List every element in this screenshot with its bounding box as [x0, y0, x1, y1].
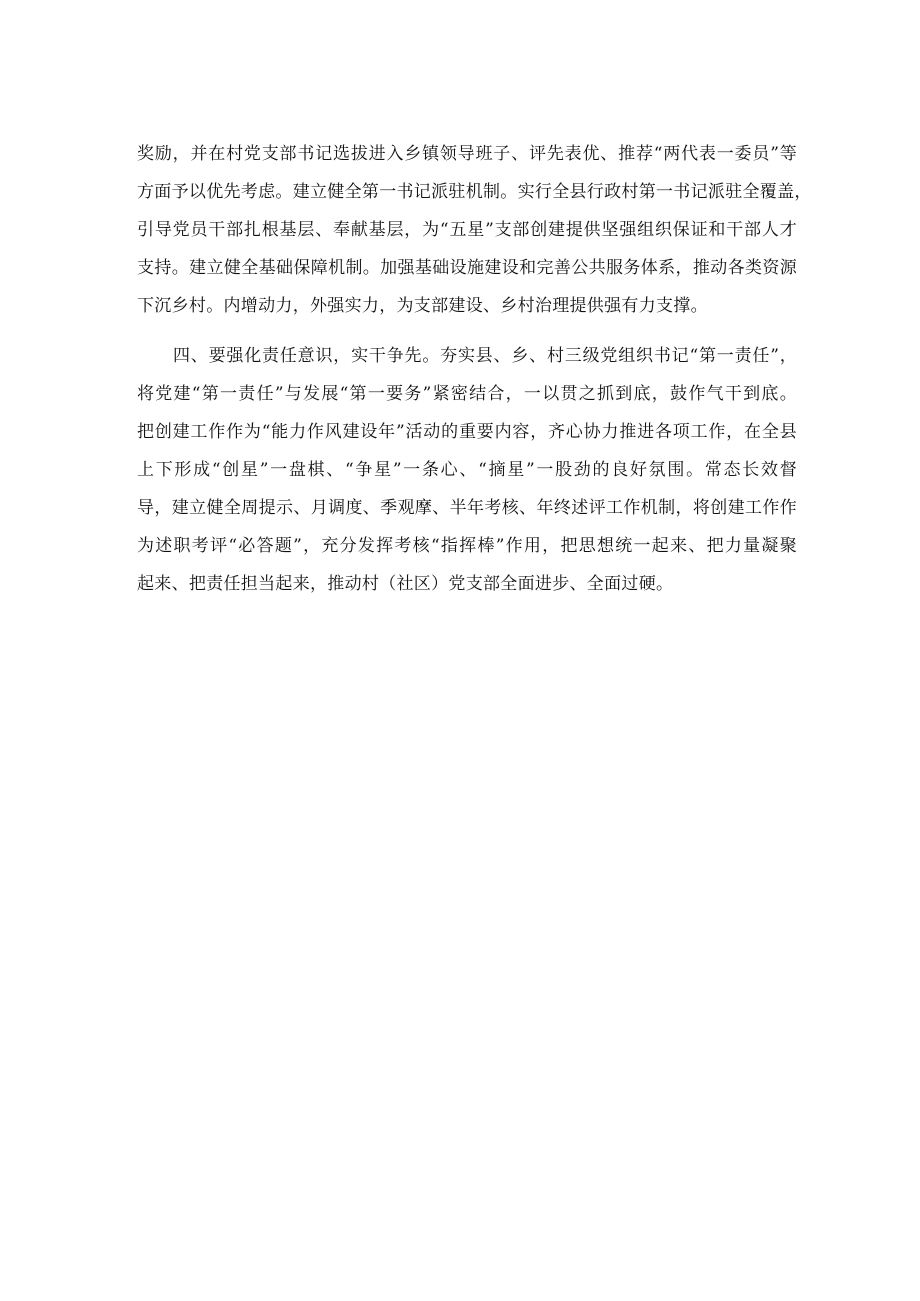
document-body	[137, 135, 812, 603]
paragraph-line: 引导党员干部扎根基层、奉献基层，为“五星”支部创建提供坚强组织保证和干部人才	[137, 220, 797, 240]
paragraph-line: 下沉乡村。内增动力，外强实力，为支部建设、乡村治理提供强有力支撑。	[137, 296, 708, 316]
paragraph-line: 支持。建立健全基础保障机制。加强基础设施建设和完善公共服务体系，推动各类资源	[137, 258, 797, 278]
paragraph-line: 奖励，并在村党支部书记选拔进入乡镇领导班子、评先表优、推荐“两代表一委员”等	[137, 144, 797, 164]
paragraph-1	[137, 135, 812, 325]
paragraph-line: 为述职考评“必答题”，充分发挥考核“指挥棒”作用，把思想统一起来、把力量凝聚	[137, 536, 797, 556]
paragraph-line: 把创建工作作为“能力作风建设年”活动的重要内容，齐心协力推进各项工作，在全县	[137, 422, 797, 442]
paragraph-line: 起来、把责任担当起来，推动村（社区）党支部全面进步、全面过硬。	[137, 574, 674, 594]
paragraph-line: 方面予以优先考虑。建立健全第一书记派驻机制。实行全县行政村第一书记派驻全覆盖，	[137, 182, 812, 202]
paragraph-spacer	[137, 325, 797, 337]
paragraph-2	[137, 337, 797, 603]
paragraph-line: 上下形成“创星”一盘棋、“争星”一条心、“摘星”一股劲的良好氛围。常态长效督	[137, 460, 797, 480]
paragraph-line: 四、要强化责任意识，实干争先。夯实县、乡、村三级党组织书记“第一责任”，	[173, 346, 797, 366]
paragraph-line: 导，建立健全周提示、月调度、季观摩、半年考核、年终述评工作机制，将创建工作作	[137, 498, 797, 518]
paragraph-line: 将党建“第一责任”与发展“第一要务”紧密结合，一以贯之抓到底，鼓作气干到底。	[137, 384, 797, 404]
